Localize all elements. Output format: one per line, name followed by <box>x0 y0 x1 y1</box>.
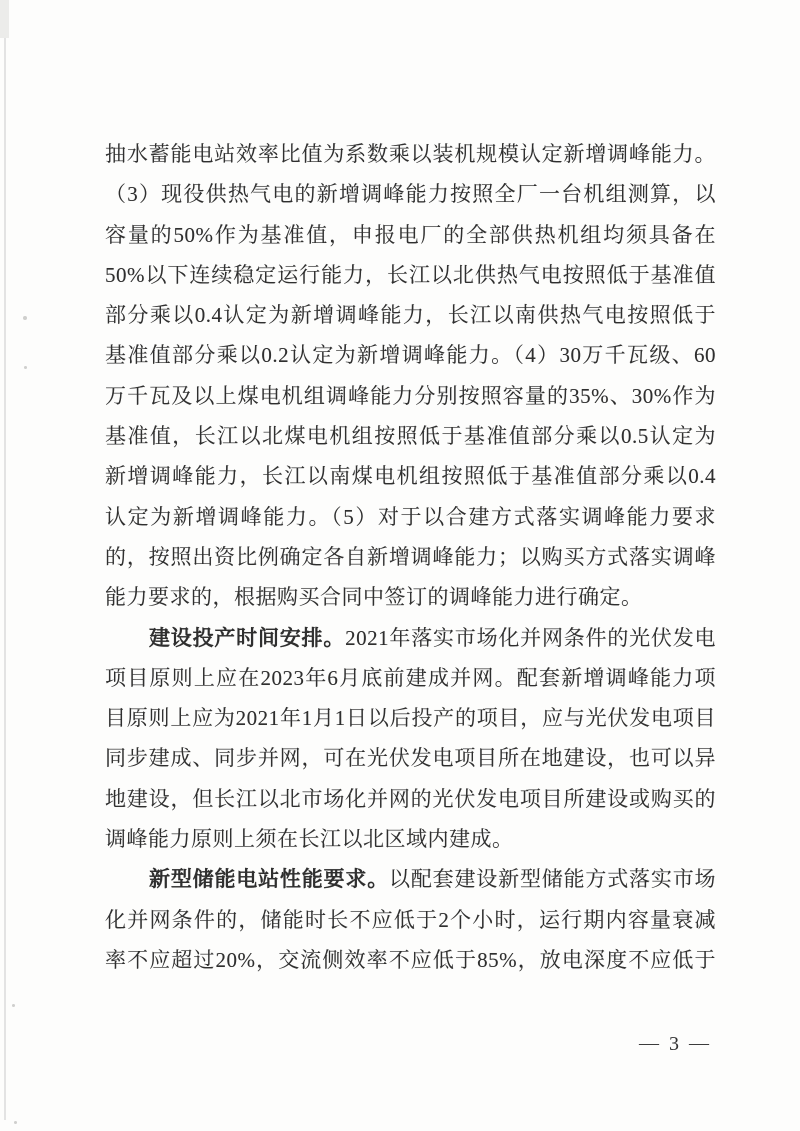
text-line: （3）现役供热气电的新增调峰能力按照全厂一台机组测算，以 <box>105 182 716 207</box>
scan-edge-artifact <box>4 0 6 1120</box>
text-run: 以配套建设新型储能方式落实市场 <box>389 867 717 892</box>
scan-corner-artifact <box>0 0 9 38</box>
text-line: 50%以下连续稳定运行能力，长江以北供热气电按照低于基准值 <box>105 262 716 287</box>
text-line <box>105 859 716 899</box>
text-line: 化并网条件的，储能时长不应低于2个小时，运行期内容量衰减 <box>105 907 716 932</box>
text-line: 项目原则上应在2023年6月底前建成并网。配套新增调峰能力项 <box>105 665 716 690</box>
text-line: 容量的50%作为基准值，申报电厂的全部供热机组均须具备在 <box>105 222 716 247</box>
text-line: 地建设，但长江以北市场化并网的光伏发电项目所建设或购买的 <box>105 786 716 811</box>
body-text <box>105 134 716 980</box>
text-line: 率不应超过20%，交流侧效率不应低于85%，放电深度不应低于 <box>105 947 716 972</box>
paragraph-label: 新型储能电站性能要求。 <box>149 867 390 892</box>
page-number-dash-right: — <box>689 1031 709 1054</box>
paragraph-label: 建设投产时间安排。 <box>149 625 346 650</box>
scan-speck <box>14 1121 17 1124</box>
text-line: 万千瓦及以上煤电机组调峰能力分别按照容量的35%、30%作为 <box>105 383 716 408</box>
text-line: 基准值部分乘以0.2认定为新增调峰能力。（4）30万千瓦级、60 <box>105 343 716 368</box>
scan-speck <box>12 1004 15 1007</box>
text-line: 调峰能力原则上须在长江以北区域内建成。 <box>105 827 514 852</box>
scan-speck <box>24 366 27 369</box>
page-number-value: 3 <box>669 1032 679 1055</box>
text-line: 目原则上应为2021年1月1日以后投产的项目，应与光伏发电项目 <box>105 706 716 731</box>
text-run: 2021年落实市场化并网条件的光伏发电 <box>345 625 716 650</box>
text-line: 新增调峰能力，长江以南煤电机组按照低于基准值部分乘以0.4 <box>105 464 716 489</box>
text-line: 的，按照出资比例确定各自新增调峰能力；以购买方式落实调峰 <box>105 544 716 569</box>
scan-speck <box>23 316 27 320</box>
text-line: 部分乘以0.4认定为新增调峰能力，长江以南供热气电按照低于 <box>105 303 716 328</box>
page-number-dash-left: — <box>639 1031 659 1054</box>
text-line: 同步建成、同步并网，可在光伏发电项目所在地建设，也可以异 <box>105 746 716 771</box>
text-line <box>105 618 716 658</box>
text-line: 认定为新增调峰能力。（5）对于以合建方式落实调峰能力要求 <box>105 504 716 529</box>
text-line: 基准值，长江以北煤电机组按照低于基准值部分乘以0.5认定为 <box>105 424 716 449</box>
text-line: 能力要求的，根据购买合同中签订的调峰能力进行确定。 <box>105 585 643 610</box>
page-number <box>626 1029 722 1059</box>
text-line: 抽水蓄能电站效率比值为系数乘以装机规模认定新增调峰能力。 <box>105 142 716 166</box>
